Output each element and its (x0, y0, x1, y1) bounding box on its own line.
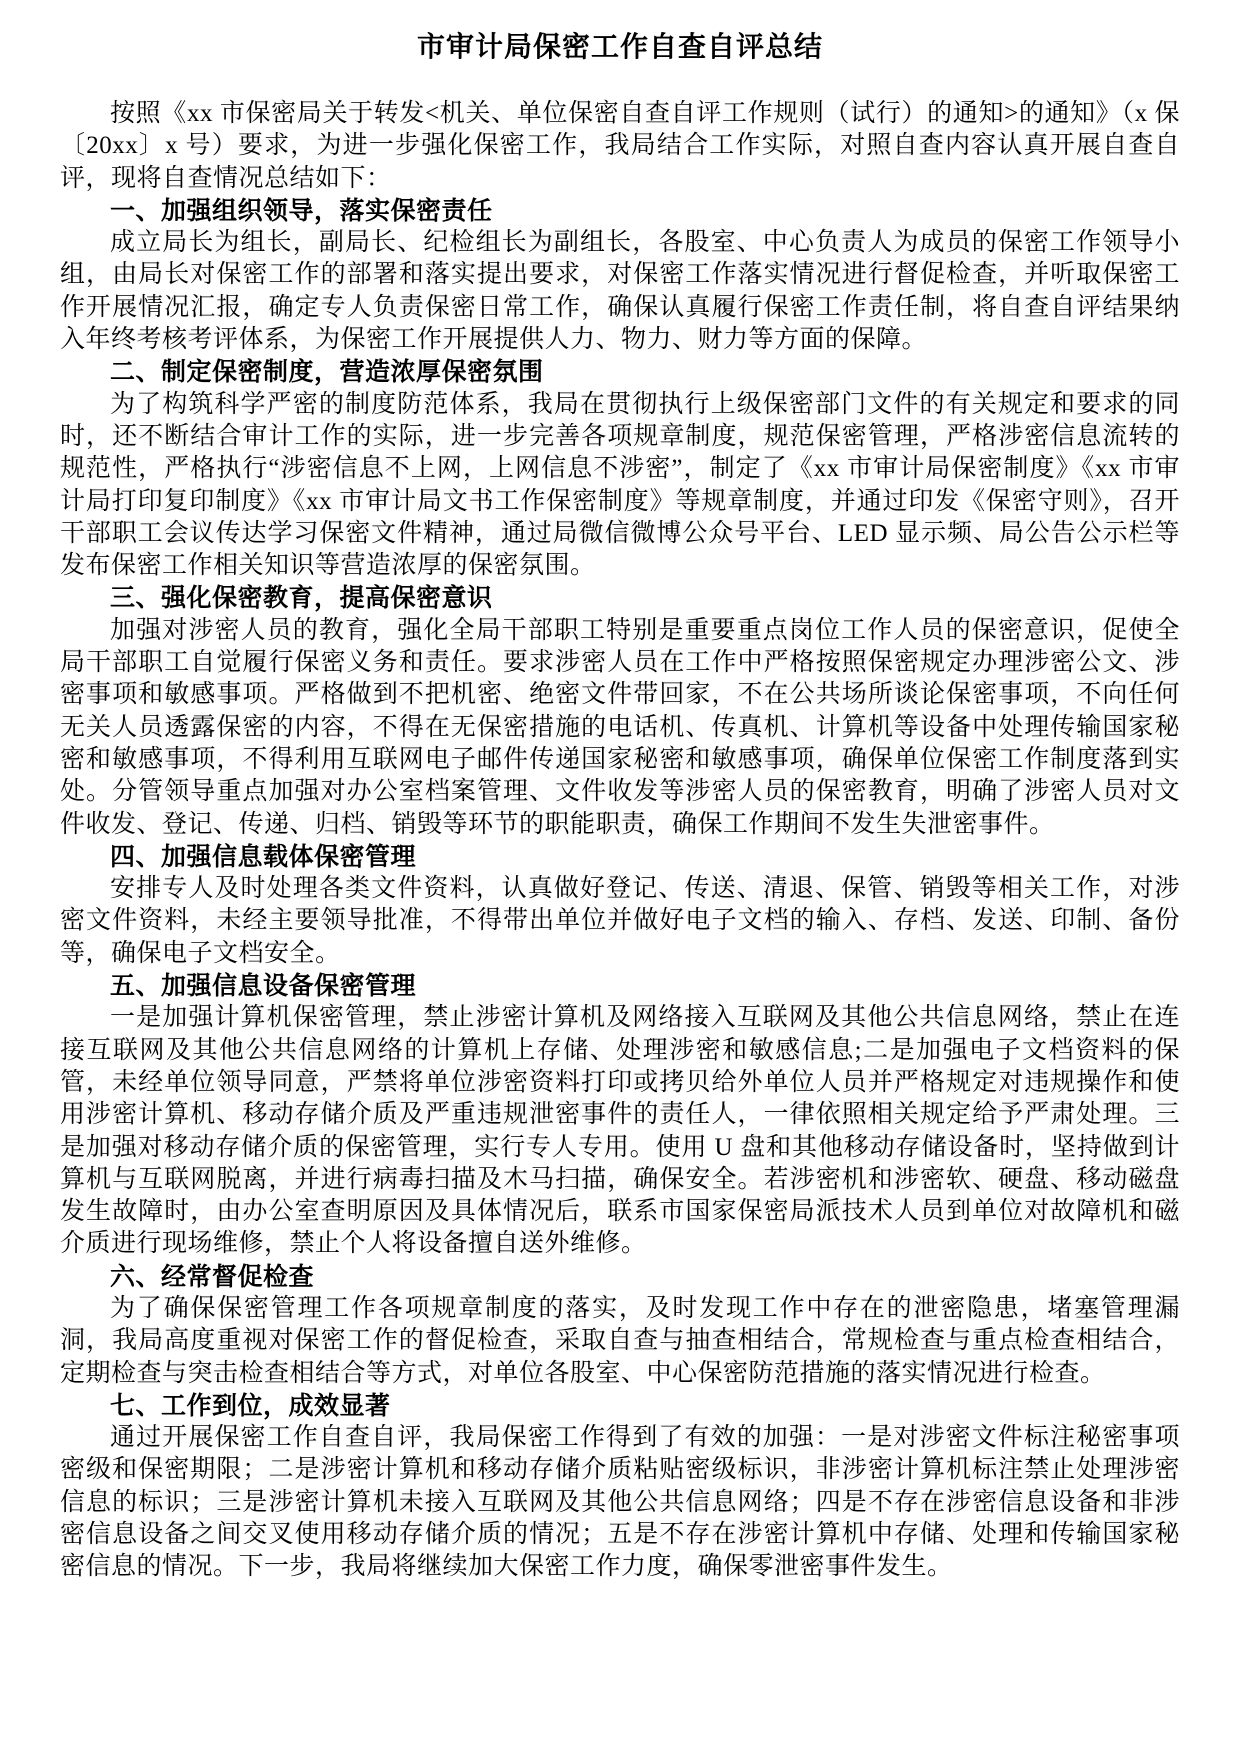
document-body (60, 98, 1180, 1584)
section-heading: 三、强化保密教育，提高保密意识 (110, 584, 493, 613)
section-heading: 一、加强组织领导，落实保密责任 (110, 196, 493, 225)
body-paragraph: 为了构筑科学严密的制度防范体系，我局在贯彻执行上级保密部门文件的有关规定和要求的同时，还不断结合审计工作的实际，进一步完善各项规章制度，规范保密管理，严格涉密信息流转的规范性，严格执行“涉密信息不上网，上网信息不涉密”，制定了《xx 市审计局保密制度》《xx 市审计局打印复印制度》《xx 市审计局文书工作保密制度》等规章制度，并通过印发《保密守则》，召开干部职工会议传达学习保密文件精神，通过局微信微博公众号平台、LED 显示频、局公告公示栏等发布保密工作相关知识等营造浓厚的保密氛围。 (60, 390, 1180, 580)
body-paragraph: 通过开展保密工作自查自评，我局保密工作得到了有效的加强：一是对涉密文件标注秘密事项密级和保密期限；二是涉密计算机和移动存储介质粘贴密级标识，非涉密计算机标注禁止处理涉密信息的标识；三是涉密计算机未接入互联网及其他公共信息网络；四是不存在涉密信息设备和非涉密信息设备之间交叉使用移动存储介质的情况；五是不存在涉密计算机中存储、处理和传输国家秘密信息的情况。下一步，我局将继续加大保密工作力度，确保零泄密事件发生。 (60, 1424, 1180, 1581)
body-paragraph: 成立局长为组长，副局长、纪检组长为副组长，各股室、中心负责人为成员的保密工作领导小组，由局长对保密工作的部署和落实提出要求，对保密工作落实情况进行督促检查，并听取保密工作开展情况汇报，确定专人负责保密日常工作，确保认真履行保密工作责任制，将自查自评结果纳入年终考核考评体系，为保密工作开展提供人力、物力、财力等方面的保障。 (60, 229, 1180, 354)
body-paragraph: 加强对涉密人员的教育，强化全局干部职工特别是重要重点岗位工作人员的保密意识，促使全局干部职工自觉履行保密义务和责任。要求涉密人员在工作中严格按照保密规定办理涉密公文、涉密事项和敏感事项。严格做到不把机密、绝密文件带回家，不在公共场所谈论保密事项，不向任何无关人员透露保密的内容，不得在无保密措施的电话机、传真机、计算机等设备中处理传输国家秘密和敏感事项，不得利用互联网电子邮件传递国家秘密和敏感事项，确保单位保密工作制度落到实处。分管领导重点加强对办公室档案管理、文件收发等涉密人员的保密教育，明确了涉密人员对文件收发、登记、传递、归档、销毁等环节的职能职责，确保工作期间不发生失泄密事件。 (60, 616, 1180, 838)
body-paragraph: 安排专人及时处理各类文件资料，认真做好登记、传送、清退、保管、销毁等相关工作，对涉密文件资料，未经主要领导批准，不得带出单位并做好电子文档的输入、存档、发送、印制、备份等，确保电子文档安全。 (60, 875, 1180, 967)
section-heading: 四、加强信息载体保密管理 (110, 842, 417, 871)
document-title: 市审计局保密工作自查自评总结 (416, 31, 823, 62)
body-paragraph: 为了确保保密管理工作各项规章制度的落实，及时发现工作中存在的泄密隐患，堵塞管理漏洞，我局高度重视对保密工作的督促检查，采取自查与抽查相结合，常规检查与重点检查相结合，定期检查与突击检查相结合等方式，对单位各股室、中心保密防范措施的落实情况进行检查。 (60, 1294, 1180, 1387)
body-paragraph: 一是加强计算机保密管理，禁止涉密计算机及网络接入互联网及其他公共信息网络，禁止在连接互联网及其他公共信息网络的计算机上存储、处理涉密和敏感信息;二是加强电子文档资料的保管，未经单位领导同意，严禁将单位涉密资料打印或拷贝给外单位人员并严格规定对违规操作和使用涉密计算机、移动存储介质及严重违规泄密事件的责任人，一律依照相关规定给予严肃处理。三是加强对移动存储介质的保密管理，实行专人专用。使用 U 盘和其他移动存储设备时，坚持做到计算机与互联网脱离，并进行病毒扫描及木马扫描，确保安全。若涉密机和涉密软、硬盘、移动磁盘发生故障时，由办公室查明原因及具体情况后，联系市国家保密局派技术人员到单位对故障机和磁介质进行现场维修，禁止个人将设备擅自送外维修。 (60, 1004, 1180, 1258)
section-heading: 二、制定保密制度，营造浓厚保密氛围 (110, 358, 544, 387)
section-heading: 五、加强信息设备保密管理 (110, 972, 417, 1001)
section-heading: 六、经常督促检查 (110, 1262, 315, 1291)
body-paragraph: 按照《xx 市保密局关于转发<机关、单位保密自查自评工作规则（试行）的通知>的通知》（x 保〔20xx〕x 号）要求，为进一步强化保密工作，我局结合工作实际，对照自查内容认真开展自查自评，现将自查情况总结如下： (60, 100, 1180, 192)
section-heading: 七、工作到位，成效显著 (110, 1391, 391, 1420)
